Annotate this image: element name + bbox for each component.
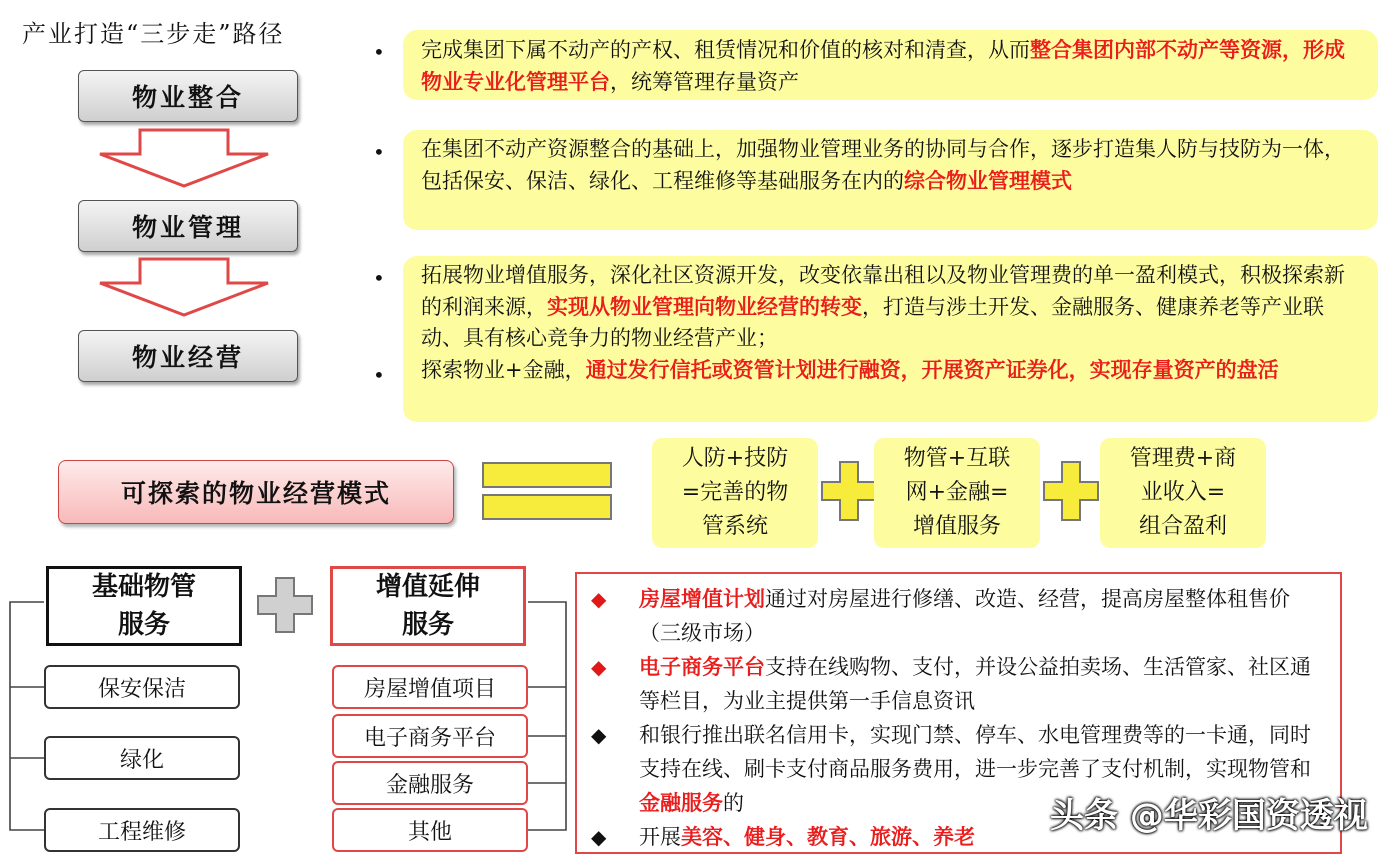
extended-item-other: 其他 [332,808,528,852]
description-operation [403,256,1378,422]
formula-value-added: 物管+互联 网+金融= 增值服务 [874,438,1040,548]
basic-item-maintenance: 工程维修 [44,808,240,852]
description-integration: 完成集团下属不动产的产权、租赁情况和价值的核对和清查，从而整合集团内部不动产等资源，形成物业专业化管理平台，统筹管理存量资产 [403,30,1378,100]
description-operation-line1: 拓展物业增值服务，深化社区资源开发，改变依靠出租以及物业管理费的单一盈利模式，积极探索新的利润来源，实现从物业管理向物业经营的转变，打造与涉土开发、金融服务、健康养老等产业联动、具有核心竞争力的物业经营产业； [421,263,1345,350]
step-management: 物业管理 [78,200,298,252]
detail-row: ◆ 开展美容、健身、教育、旅游、养老 [591,820,1330,854]
step-integration: 物业整合 [78,70,298,122]
plus-icon [256,576,314,634]
plus-icon [1042,460,1100,522]
bullet-icon: • [373,140,385,164]
down-arrow-icon [96,128,272,190]
formula-profit: 管理费+商 业收入= 组合盈利 [1100,438,1266,548]
extended-item-housing: 房屋增值项目 [332,665,528,709]
diamond-icon: ◆ [591,587,607,611]
watermark: 头条 @华彩国资透视 [1050,796,1368,836]
extended-item-finance: 金融服务 [332,761,528,805]
detail-row: ◆ 和银行推出联名信用卡，实现门禁、停车、水电管理费等的一卡通，同时支持在线、刷卡支付商品服务费用，进一步完善了支付机制，实现物管和金融服务的 [591,718,1330,820]
model-label: 可探索的物业经营模式 [58,460,454,524]
extended-service-title: 增值延伸 服务 [330,566,526,646]
description-operation-line2: 探索物业+金融，通过发行信托或资管计划进行融资，开展资产证券化，实现存量资产的盘活 [421,357,1279,382]
diamond-icon: ◆ [591,825,607,849]
page-title: 产业打造“三步走”路径 [22,20,285,48]
diamond-icon: ◆ [591,655,607,679]
diamond-icon: ◆ [591,723,607,747]
bullet-icon: • [373,266,385,290]
basic-item-greening: 绿化 [44,736,240,780]
bullet-icon: • [373,40,385,64]
detail-row: ◆ 电子商务平台支持在线购物、支付，并设公益拍卖场、生活管家、社区通等栏目，为业主提供第一手信息资讯 [591,650,1330,718]
bullet-icon: • [373,363,385,387]
equals-icon [482,462,612,488]
description-management: 在集团不动产资源整合的基础上，加强物业管理业务的协同与合作，逐步打造集人防与技防为一体，包括保安、保洁、绿化、工程维修等基础服务在内的综合物业管理模式 [403,130,1378,230]
detail-row: ◆ 房屋增值计划通过对房屋进行修缮、改造、经营，提高房屋整体租售价（三级市场） [591,582,1330,650]
equals-icon [482,494,612,520]
basic-item-security: 保安保洁 [44,665,240,709]
formula-security: 人防+技防 =完善的物 管系统 [652,438,818,548]
step-operation: 物业经营 [78,330,298,382]
basic-service-title: 基础物管 服务 [46,566,242,646]
extended-item-ecommerce: 电子商务平台 [332,714,528,758]
plus-icon [820,460,878,522]
down-arrow-icon [96,257,272,319]
